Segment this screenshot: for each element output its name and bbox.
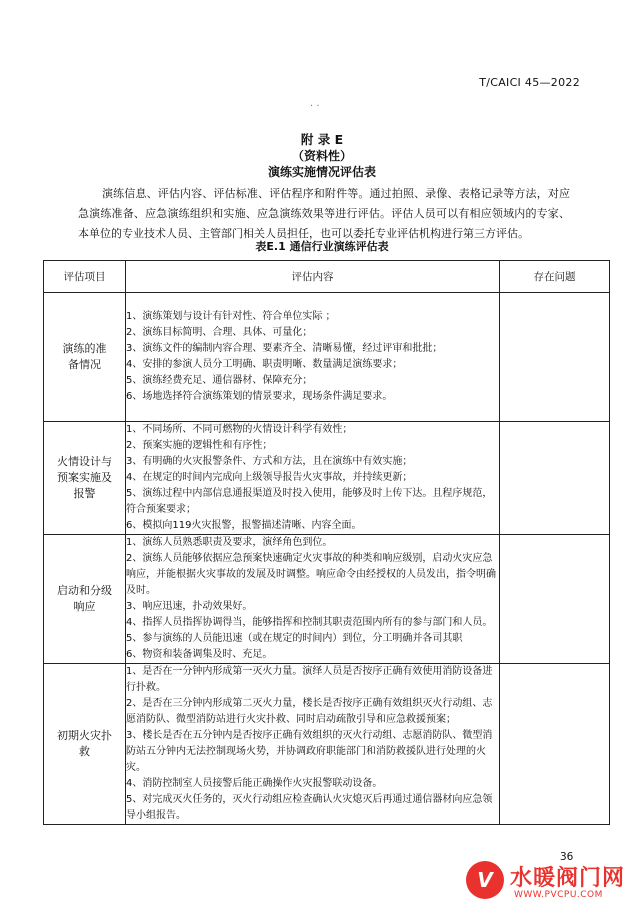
content-line: 5、演练经费充足、通信器材、保障充分； [126, 375, 313, 386]
watermark-site-name: 水暖阀门网 [510, 866, 626, 891]
content-line: 5、参与演练的人员能迅速（或在规定的时间内）到位，分工明确并各司其职 [126, 633, 463, 644]
watermark-v-icon: V [466, 861, 504, 899]
table-row [44, 293, 610, 422]
appendix-label: 附 录 E [300, 132, 344, 147]
content-line: 5、演练过程中内部信息通报渠道及时投入使用，能够及时上传下达。且程序规范，符合预案要求； [126, 488, 493, 515]
appendix-header [0, 132, 644, 181]
content-line: 3、有明确的火灾报警条件、方式和方法，且在演练中有效实施； [126, 456, 413, 467]
evaluation-table [43, 260, 610, 825]
page-number: 36 [560, 851, 574, 863]
column-header-issue: 存在问题 [500, 261, 610, 293]
row-item-label: 初期火灾扑救 [57, 729, 112, 758]
appendix-nature: （资料性） [291, 149, 352, 163]
appendix-title: 演练实施情况评估表 [267, 165, 376, 179]
content-line: 6、模拟向119火灾报警，报警描述清晰、内容全面。 [126, 520, 362, 531]
content-line: 2、预案实施的逻辑性和有序性； [126, 440, 273, 451]
row-item-label: 演练的准备情况 [62, 342, 107, 371]
row-issue [500, 664, 610, 825]
column-header-item: 评估项目 [44, 261, 126, 293]
header-dots: · · [310, 101, 320, 112]
row-item-label: 火情设计与预案实施及报警 [57, 455, 112, 500]
content-line: 3、演练文件的编制内容合理、要素齐全、清晰易懂，经过评审和批批； [126, 343, 443, 354]
content-line: 6、场地选择符合演练策划的情景要求，现场条件满足要求。 [126, 391, 393, 402]
content-line: 4、在规定的时间内完成向上级领导报告火灾事故，并持续更新； [126, 472, 413, 483]
content-line: 1、演练策划与设计有针对性、符合单位实际 ； [126, 311, 336, 322]
content-line: 4、安排的参演人员分工明确、职责明晰、数量满足演练要求； [126, 359, 403, 370]
content-line: 5、对完成灭火任务的，灭火行动组应检查确认火灾熄灭后再通过通信器材向应急领导小组报告。 [126, 794, 493, 821]
watermark-logo [466, 861, 636, 905]
table-title: 表E.1 通信行业演练评估表 [255, 240, 389, 253]
row-content [126, 293, 500, 422]
row-item [44, 422, 126, 535]
row-content [126, 535, 500, 664]
content-line: 2、是否在三分钟内形成第二灭火力量，楼长是否按序正确有效组织灭火行动组、志愿消防队、微型消防站进行火灾扑救、同时启动疏散引导和应急救援预案； [126, 698, 493, 725]
content-line: 2、演练人员能够依据应急预案快速确定火灾事故的种类和响应级别，启动火灾应急响应，并能根据火灾事故的发展及时调整。响应命令由经授权的人员发出，指令明确及时。 [126, 553, 496, 596]
standard-code: T/CAICI 45—2022 [479, 76, 580, 89]
content-line: 1、是否在一分钟内形成第一灭火力量。演绎人员是否按序正确有效使用消防设备进行扑救。 [126, 666, 493, 693]
content-line: 1、不同场所、不同可燃物的火情设计科学有效性； [126, 424, 353, 435]
content-line: 1、演练人员熟悉职责及要求，演绎角色到位。 [126, 537, 333, 548]
content-line: 4、消防控制室人员接警后能正确操作火灾报警联动设备。 [126, 778, 383, 789]
table-row [44, 422, 610, 535]
content-line: 4、指挥人员指挥协调得当，能够指挥和控制其职责范围内所有的参与部门和人员。 [126, 617, 493, 628]
content-line: 6、物资和装备调集及时、充足。 [126, 649, 273, 660]
watermark-url: WWW.PVCPU.COM [514, 890, 603, 900]
table-row [44, 664, 610, 825]
row-item [44, 664, 126, 825]
row-item [44, 293, 126, 422]
content-line: 2、演练目标简明、合理、具体、可量化； [126, 327, 313, 338]
table-header-row [44, 261, 610, 293]
row-content [126, 422, 500, 535]
intro-paragraph: 演练信息、评估内容、评估标准、评估程序和附件等。通过拍照、录像、表格记录等方法，对应急演练准备、应急演练组织和实施、应急演练效果等进行评估。评估人员可以有相应领域内的专家、本单位的专业技术人员、主管部门相关人员担任，也可以委托专业评估机构进行第三方评估。 [78, 187, 570, 240]
content-line: 3、楼长是否在五分钟内是否按序正确有效组织的灭火行动组、志愿消防队、微型消防站五分钟内无法控制现场火势，并协调政府职能部门和消防救援队进行处理的火灾。 [126, 730, 493, 773]
row-content [126, 664, 500, 825]
row-issue [500, 535, 610, 664]
table-row [44, 535, 610, 664]
row-issue [500, 422, 610, 535]
row-issue [500, 293, 610, 422]
row-item-label: 启动和分级响应 [57, 584, 112, 613]
row-item [44, 535, 126, 664]
content-line: 3、响应迅速，扑动效果好。 [126, 601, 253, 612]
column-header-content: 评估内容 [126, 261, 500, 293]
